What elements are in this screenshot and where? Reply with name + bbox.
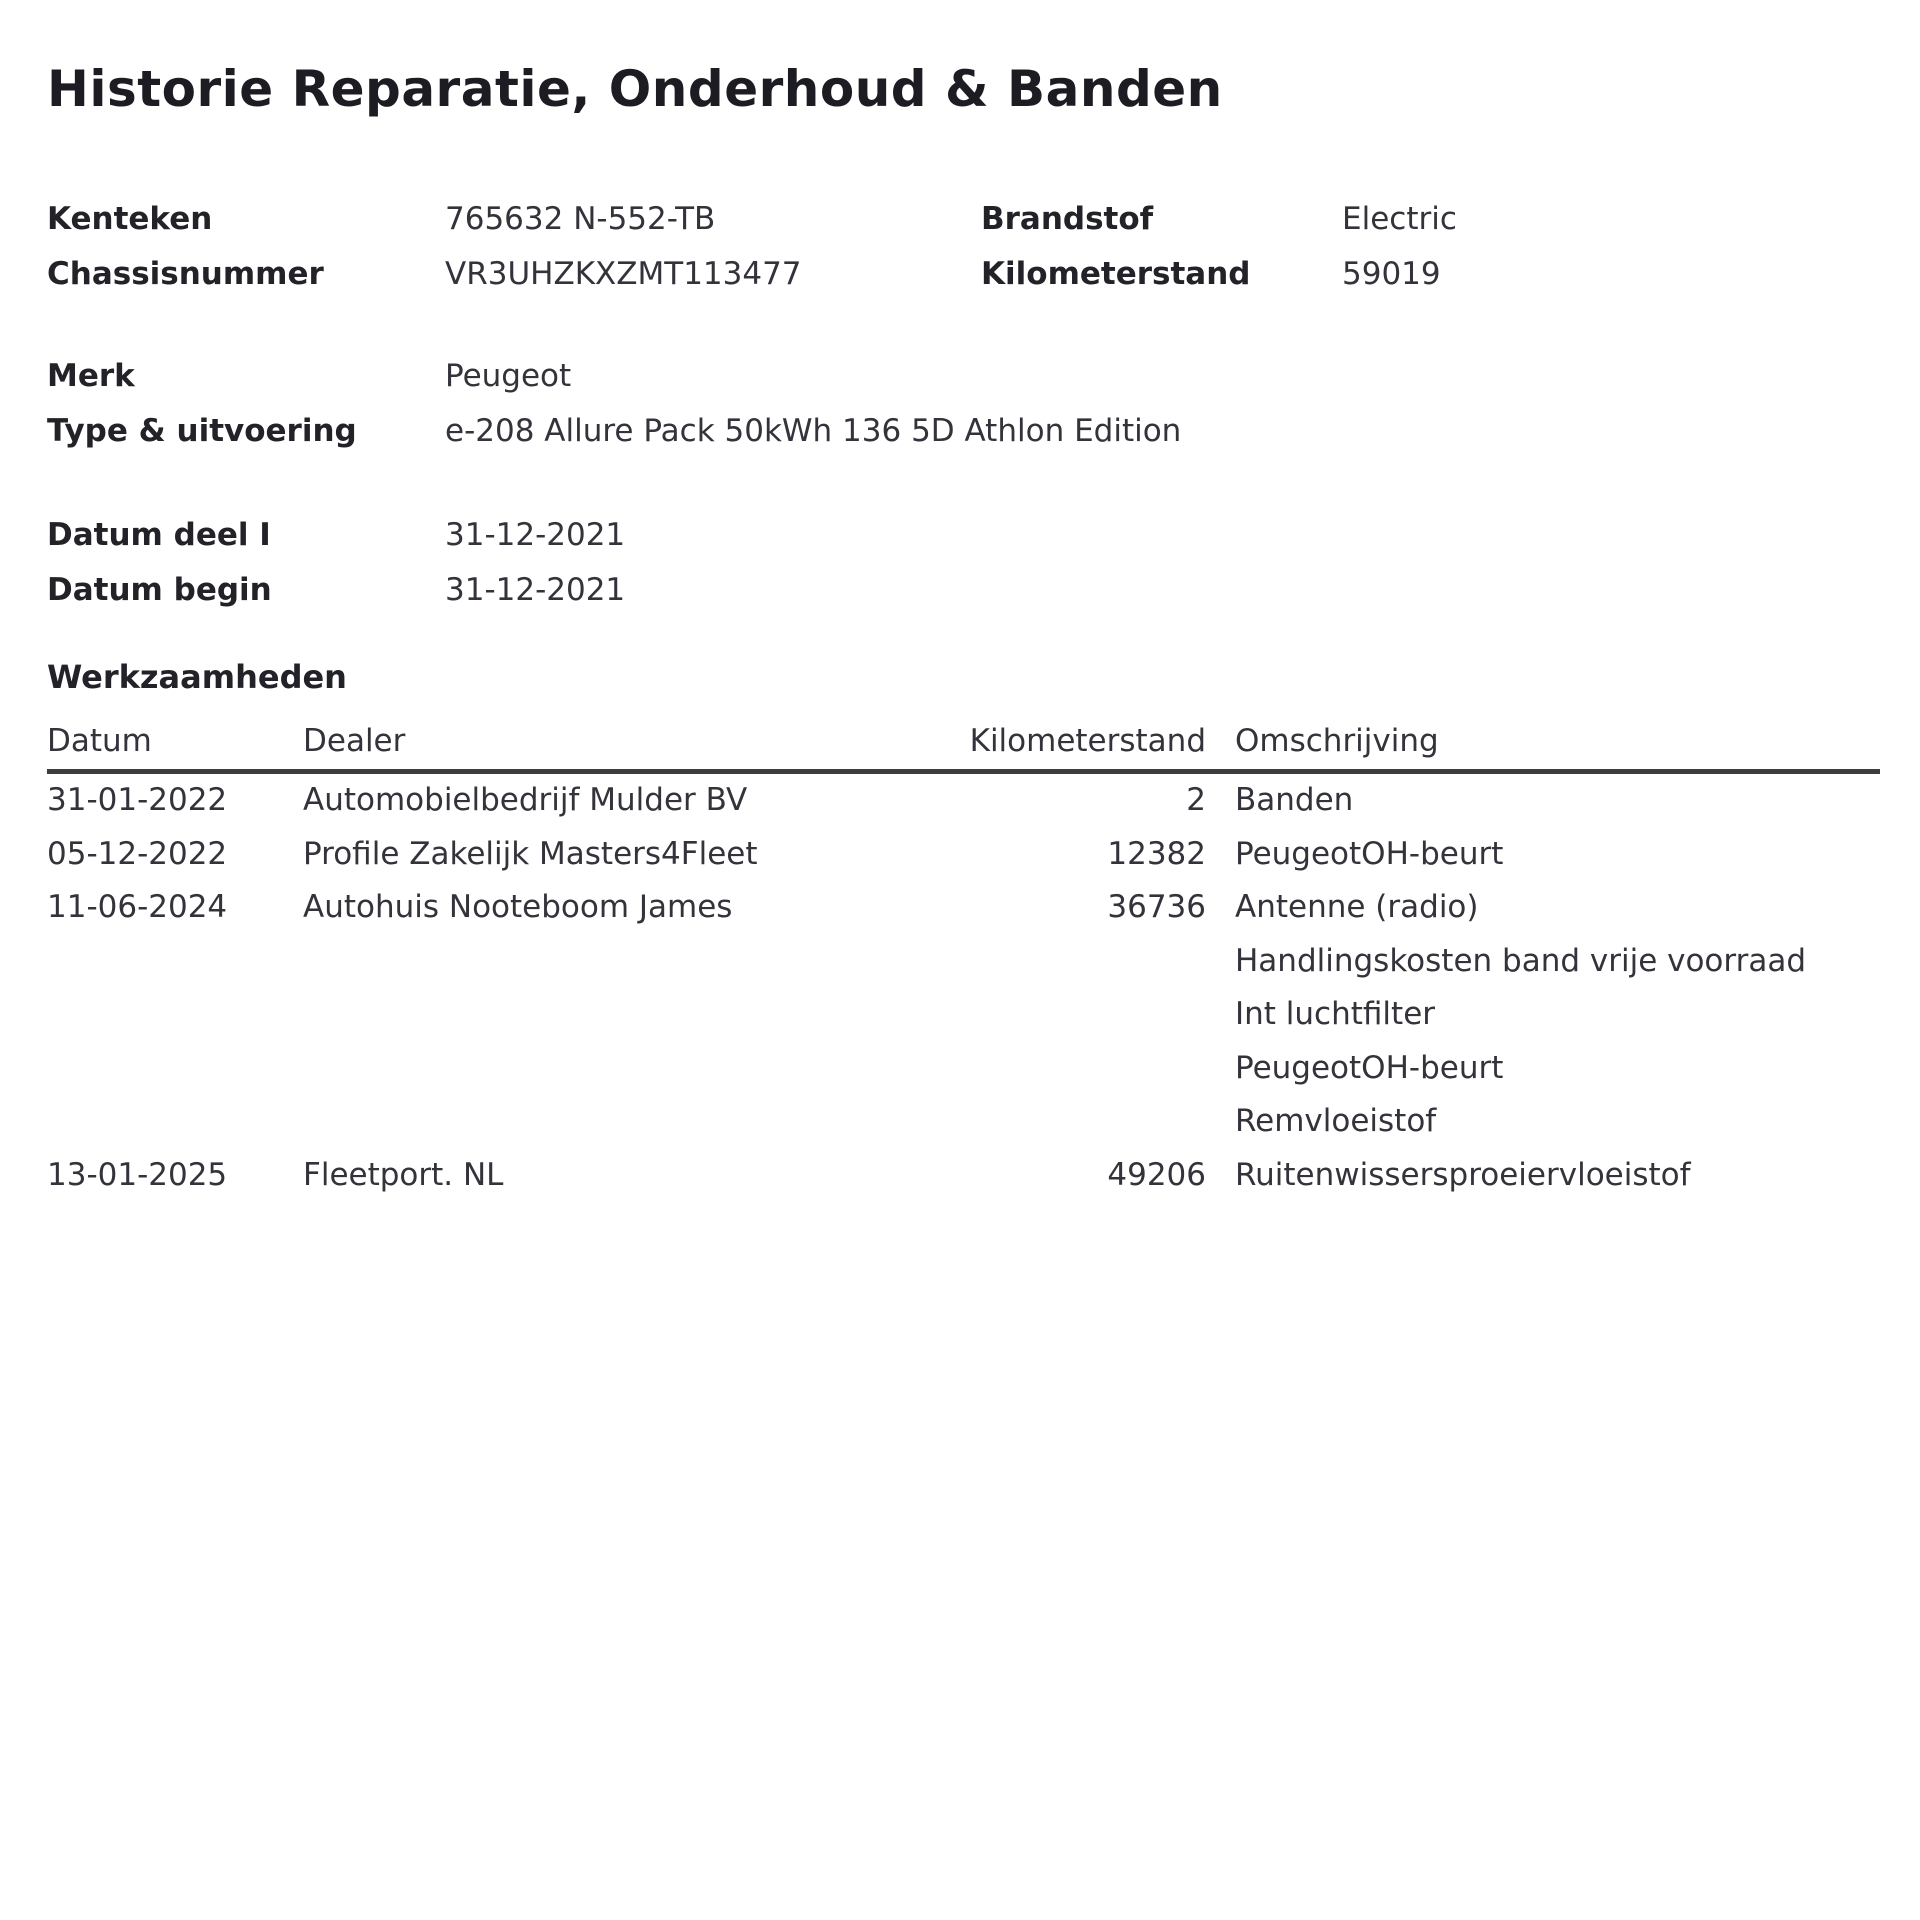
table-row — [47, 1149, 1880, 1203]
table-row — [47, 774, 1880, 828]
kilometerstand-label: Kilometerstand — [981, 256, 1251, 292]
info-row-datum-deel-1 — [47, 508, 1880, 563]
type-uitvoering-value: e-208 Allure Pack 50kWh 136 5D Athlon Edition — [445, 413, 1182, 449]
cell-datum — [47, 988, 303, 1042]
type-uitvoering-label: Type & uitvoering — [47, 413, 357, 449]
column-header-dealer: Dealer — [303, 723, 406, 759]
cell-omschrijving: Int luchtfilter — [1235, 996, 1436, 1032]
cell-datum — [47, 935, 303, 989]
kenteken-label: Kenteken — [47, 201, 213, 237]
table-row-continuation — [47, 988, 1880, 1042]
table-header-row — [47, 714, 1880, 769]
cell-datum — [47, 1095, 303, 1149]
info-row-chassis-kilometerstand — [47, 247, 1880, 302]
cell-omschrijving: PeugeotOH-beurt — [1235, 835, 1504, 872]
datum-begin-label: Datum begin — [47, 572, 272, 608]
cell-omschrijving: Ruitenwissersproeiervloeistof — [1235, 1156, 1691, 1193]
cell-omschrijving: Banden — [1235, 782, 1354, 818]
cell-kilometerstand — [952, 1042, 1206, 1096]
info-row-type-uitvoering — [47, 404, 1880, 459]
cell-dealer — [303, 1095, 952, 1149]
werkzaamheden-section-title: Werkzaamheden — [47, 658, 347, 696]
cell-datum: 05-12-2022 — [47, 835, 228, 872]
datum-deel-1-label: Datum deel I — [47, 517, 271, 553]
cell-dealer — [303, 1042, 952, 1096]
column-header-kilometerstand: Kilometerstand — [969, 723, 1206, 759]
dates-block — [47, 508, 1880, 618]
info-row-datum-begin — [47, 563, 1880, 618]
datum-deel-1-value: 31-12-2021 — [445, 517, 626, 553]
cell-dealer — [303, 988, 952, 1042]
info-row-merk — [47, 349, 1880, 404]
cell-dealer — [303, 935, 952, 989]
chassisnummer-label: Chassisnummer — [47, 256, 324, 292]
datum-begin-value: 31-12-2021 — [445, 572, 626, 608]
cell-omschrijving: Remvloeistof — [1235, 1103, 1437, 1139]
kilometerstand-value: 59019 — [1342, 256, 1441, 292]
vehicle-identification-block — [47, 192, 1880, 302]
cell-dealer: Profile Zakelijk Masters4Fleet — [303, 835, 758, 872]
brandstof-value: Electric — [1342, 201, 1457, 237]
cell-dealer: Autohuis Nooteboom James — [303, 889, 733, 925]
cell-kilometerstand — [952, 988, 1206, 1042]
merk-label: Merk — [47, 358, 135, 394]
cell-datum: 13-01-2025 — [47, 1156, 228, 1193]
table-row-continuation — [47, 935, 1880, 989]
table-row — [47, 828, 1880, 882]
cell-kilometerstand: 36736 — [1107, 889, 1206, 925]
cell-kilometerstand — [952, 935, 1206, 989]
cell-omschrijving: Antenne (radio) — [1235, 889, 1479, 925]
table-row — [47, 881, 1880, 935]
chassisnummer-value: VR3UHZKXZMT113477 — [445, 256, 802, 292]
brandstof-label: Brandstof — [981, 201, 1154, 237]
cell-omschrijving: PeugeotOH-beurt — [1235, 1049, 1504, 1086]
cell-datum: 31-01-2022 — [47, 782, 228, 818]
werkzaamheden-table — [47, 714, 1880, 1202]
cell-omschrijving: Handlingskosten band vrije voorraad — [1235, 942, 1807, 979]
table-row-continuation — [47, 1042, 1880, 1096]
cell-datum: 11-06-2024 — [47, 889, 228, 925]
cell-datum — [47, 1042, 303, 1096]
info-row-kenteken-brandstof — [47, 192, 1880, 247]
kenteken-value: 765632 N-552-TB — [445, 201, 716, 237]
merk-value: Peugeot — [445, 358, 572, 394]
cell-kilometerstand: 12382 — [1107, 835, 1206, 872]
cell-dealer: Automobielbedrijf Mulder BV — [303, 782, 748, 818]
column-header-datum: Datum — [47, 723, 152, 759]
cell-dealer: Fleetport. NL — [303, 1156, 504, 1193]
column-header-omschrijving: Omschrijving — [1235, 723, 1439, 759]
vehicle-model-block — [47, 349, 1880, 459]
table-row-continuation — [47, 1095, 1880, 1149]
page-title: Historie Reparatie, Onderhoud & Banden — [47, 60, 1223, 118]
cell-kilometerstand: 2 — [1186, 782, 1206, 818]
cell-kilometerstand: 49206 — [1107, 1156, 1206, 1193]
cell-kilometerstand — [952, 1095, 1206, 1149]
